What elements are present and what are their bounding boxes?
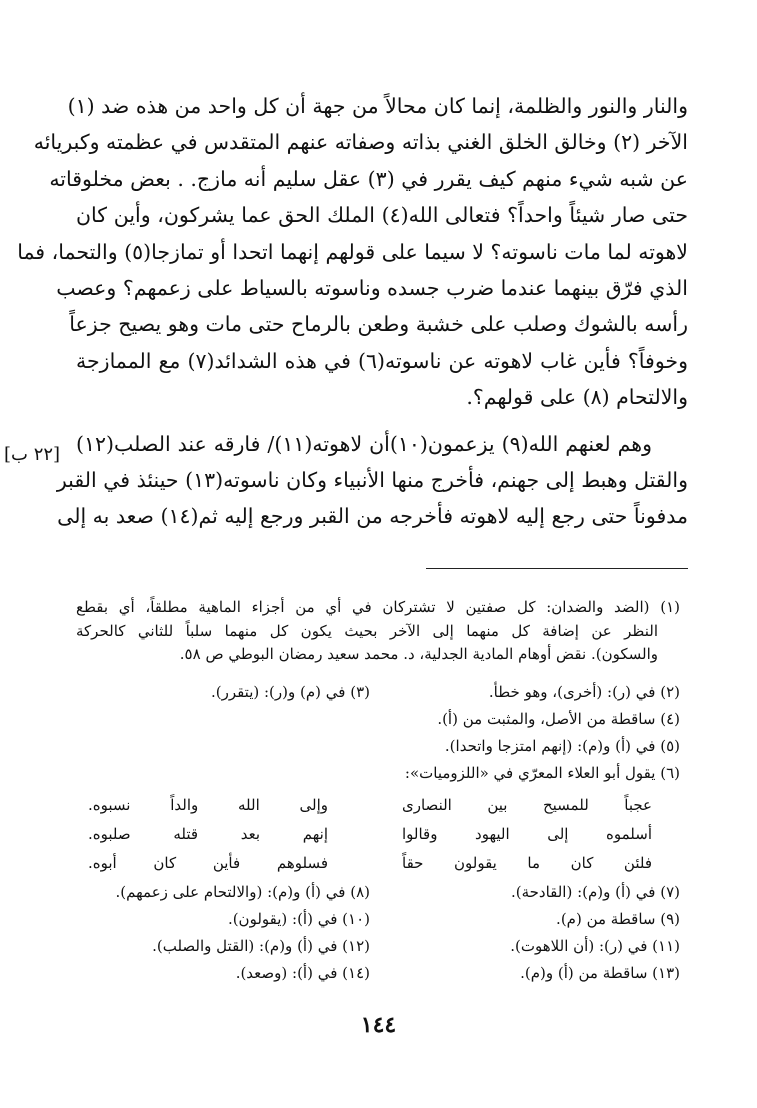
footnote-6: (٦) يقول أبو العلاء المعرّي في «اللزوميات»: [404, 764, 680, 782]
footnote-12: (١٢) في (أ) و(م): (القتل والصلب). [152, 937, 370, 955]
verse-second-hemistich: إنهم بعد قتله صلبوه. [88, 825, 328, 843]
text-line: والنار والنور والظلمة، إنما كان محالاً من جهة أن كل واحد من هذه ضد (١) [67, 94, 688, 118]
footnote-11: (١١) في (ر): (أن اللاهوت). [510, 937, 680, 955]
text-line: والالتحام (٨) على قولهم؟. [466, 385, 688, 410]
text-line: وهم لعنهم الله(٩) يزعمون(١٠)أن لاهوته(١١)/ فارقه عند الصلب(١٢) [76, 431, 652, 456]
page-number: ١٤٤ [360, 1012, 397, 1038]
footnote-line: النظر عن إضافة كل منهما إلى الآخر بحيث يكون كل منهما سلباً للثاني كالحركة [76, 621, 658, 640]
footnote-14: (١٤) في (أ): (وصعد). [235, 964, 370, 982]
footnote-9: (٩) ساقطة من (م). [556, 910, 680, 928]
text-line: الآخر (٢) وخالق الخلق الغني بذاته وصفاته عنهم المتقدس في عظمته وكبريائه [33, 130, 688, 155]
footnote-3: (٣) في (م) و(ر): (يتقرر). [210, 683, 370, 701]
footnote-row [76, 907, 680, 931]
text-line: مدفوناً حتى رجع إليه لاهوته فأخرجه من القبر ورجع إليه ثم(١٤) صعد به إلى [57, 504, 688, 529]
footnote-line: والسكون). نقض أوهام المادية الجدلية، د. محمد سعيد رمضان البوطي ص ٥٨. [179, 645, 658, 663]
footnote-row [76, 880, 680, 904]
text-line: لاهوته لما مات ناسوته؟ لا سيما على قولهم إنهما اتحدا أو تمازجا(٥) والتحما، فما [17, 239, 688, 264]
paragraph [56, 426, 688, 535]
footnote-5: (٥) في (أ) و(م): (إنهم امتزجا واتحدا). [444, 737, 680, 755]
text-line: وخوفاً؟ فأين غاب لاهوته عن ناسوته(٦) في هذه الشدائد(٧) مع الممازجة [76, 348, 688, 373]
footnote-2: (٢) في (ر): (أخرى)، وهو خطأ. [488, 683, 680, 701]
footnote-8: (٨) في (أ) و(م): (والالتحام على زعمهم). [115, 883, 370, 901]
verse-first-hemistich: عجباً للمسيح بين النصارى [402, 796, 652, 814]
verse-second-hemistich: وإلى الله والداً نسبوه. [88, 796, 328, 814]
poem-verse [76, 851, 680, 875]
verse-first-hemistich: أسلموه إلى اليهود وقالوا [402, 825, 652, 843]
text-line: عن شبه شيء منهم كيف يقرر في (٣) عقل سليم أنه مازج. . بعض مخلوقاته [49, 166, 688, 191]
footnote-separator [426, 568, 688, 569]
footnote-7: (٧) في (أ) و(م): (القادحة). [510, 883, 680, 901]
footnote-4: (٤) ساقطة من الأصل، والمثبت من (أ). [437, 710, 680, 728]
footnote-row [76, 680, 680, 704]
footnote-row [76, 934, 680, 958]
verse-second-hemistich: فسلوهم فأين كان أبوه. [88, 854, 328, 872]
footnote-13: (١٣) ساقطة من (أ) و(م). [520, 964, 680, 982]
footnote-1 [76, 597, 680, 668]
poem-verse [76, 822, 680, 846]
footnote-10: (١٠) في (أ): (يقولون). [227, 910, 370, 928]
text-line: رأسه بالشوك وصلب على خشبة وطعن بالرماح حتى مات وهو يصيح جزعاً [69, 312, 688, 337]
footnote-line: (١) (الضد والضدان: كل صفتين لا تشتركان في أي من أجزاء الماهية مطلقاً، أي بقطع [76, 598, 680, 616]
text-line: حتى صار شيئاً واحداً؟ فتعالى الله(٤) الملك الحق عما يشركون، وأين كان [76, 203, 688, 228]
poem-verse [76, 793, 680, 817]
verse-first-hemistich: فلئن كان ما يقولون حقاً [402, 854, 652, 872]
footnote-row [76, 961, 680, 985]
manuscript-folio-marker: [٢٢ ب] [4, 444, 61, 465]
text-line: والقتل وهبط إلى جهنم، فأخرج منها الأنبياء وكان ناسوته(١٣) حينئذ في القبر [56, 467, 688, 492]
text-line: الذي فرّق بينهما عندما ضرب جسده وناسوته بالسياط على زعمهم؟ وعصب [56, 275, 688, 300]
